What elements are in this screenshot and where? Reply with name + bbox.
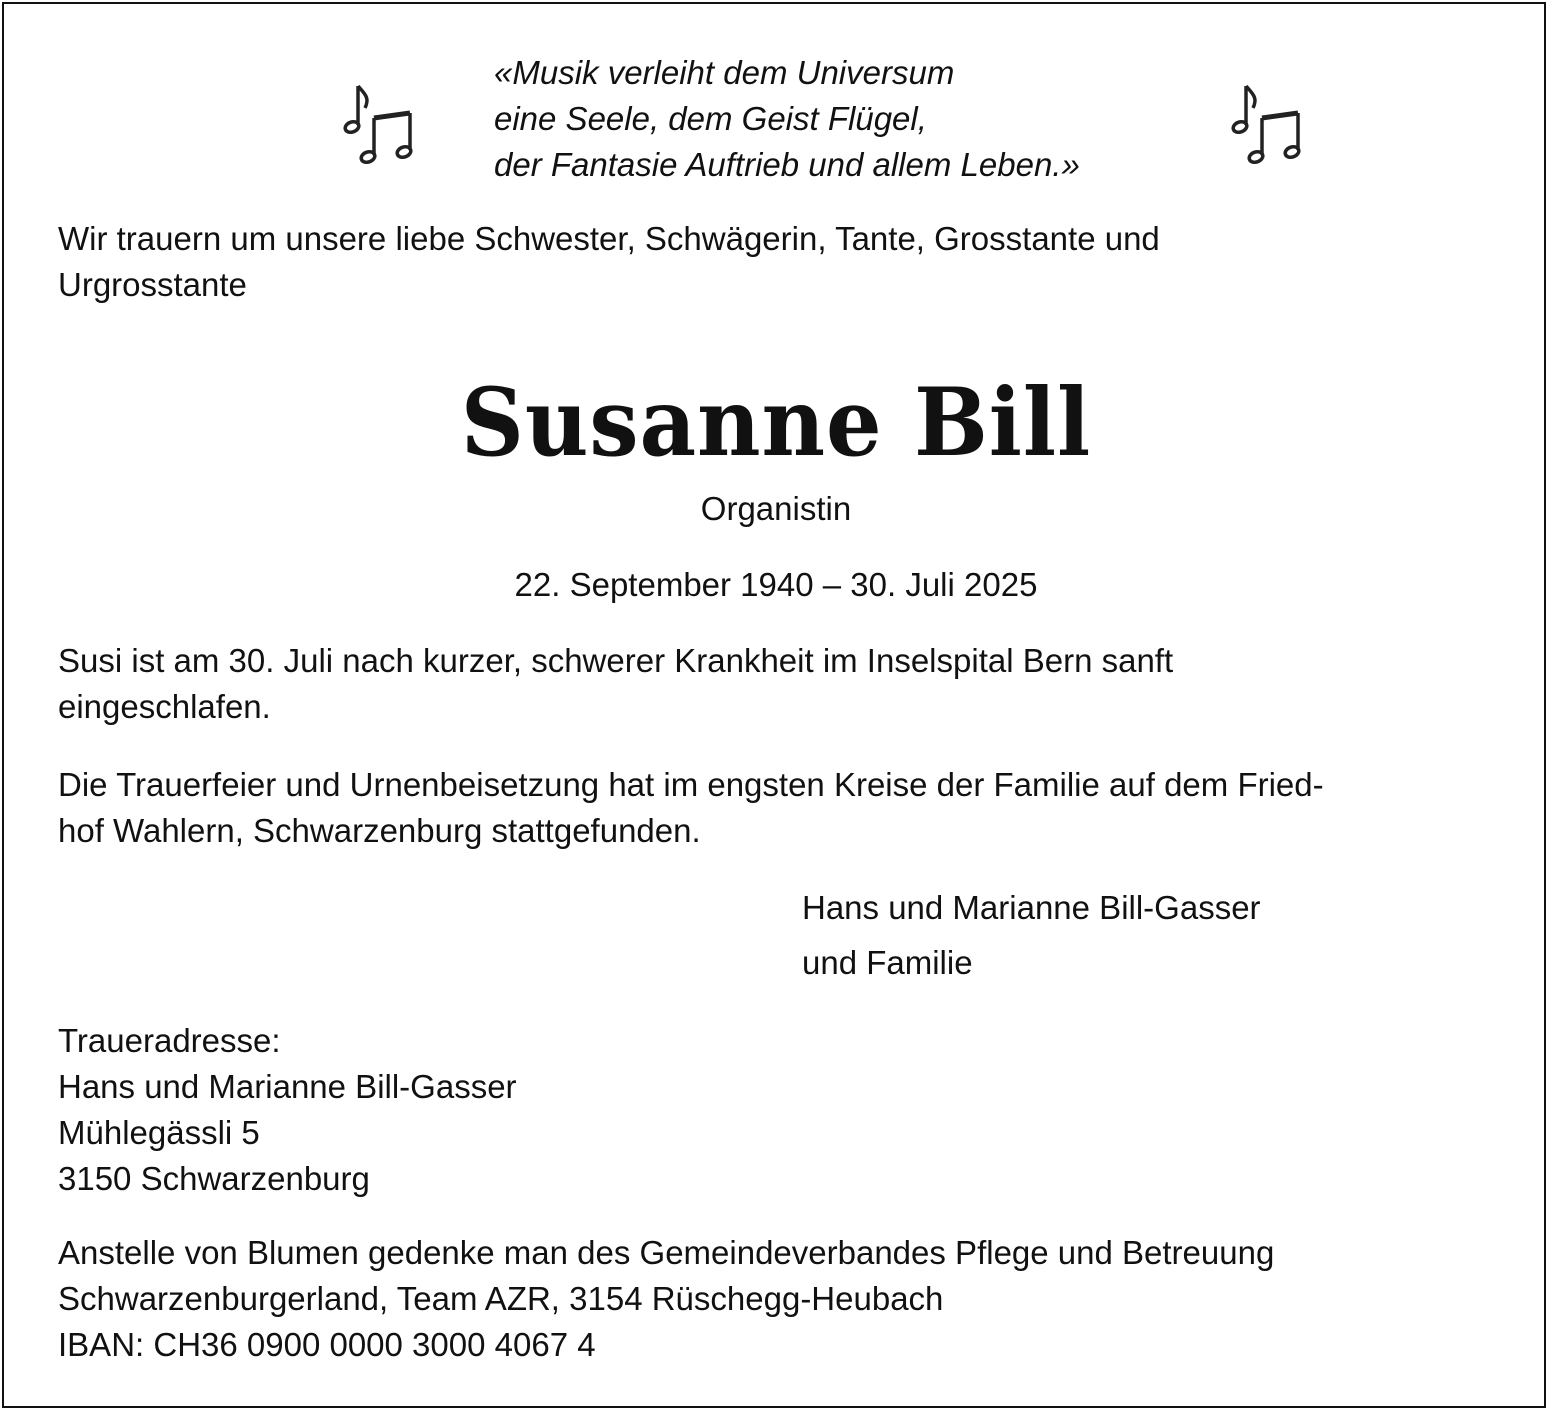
address-label: Traueradresse:: [58, 1022, 281, 1059]
music-notes-icon: [338, 82, 418, 172]
address-city: 3150 Schwarzenburg: [58, 1160, 370, 1197]
paragraph-line: Die Trauerfeier und Urnenbeisetzung hat im engsten Kreise der Familie auf dem Fried-: [58, 766, 1324, 803]
paragraph-line: eingeschlafen.: [58, 688, 271, 725]
funeral-paragraph: [58, 762, 1324, 854]
life-dates: 22. September 1940 – 30. Juli 2025: [514, 566, 1038, 603]
donation-info: [58, 1230, 1274, 1368]
quote-line: «Musik verleiht dem Universum: [494, 54, 955, 91]
music-notes-icon: [1226, 82, 1306, 172]
iban-line: IBAN: CH36 0900 0000 3000 4067 4: [58, 1326, 596, 1363]
signature-family: und Familie: [802, 944, 973, 981]
paragraph-line: hof Wahlern, Schwarzenburg stattgefunden.: [58, 812, 701, 849]
signature-names: Hans und Marianne Bill-Gasser: [802, 889, 1261, 926]
passing-paragraph: [58, 638, 1173, 730]
quote-line: der Fantasie Auftrieb und allem Leben.»: [494, 146, 1080, 183]
donation-line: Anstelle von Blumen gedenke man des Gemeindeverbandes Pflege und Betreuung: [58, 1234, 1275, 1271]
donation-line: Schwarzenburgerland, Team AZR, 3154 Rüschegg-Heubach: [58, 1280, 944, 1317]
deceased-name: Susanne Bill: [460, 368, 1092, 478]
deceased-role: Organistin: [700, 490, 852, 527]
intro-line: Wir trauern um unsere liebe Schwester, Schwägerin, Tante, Grosstante und: [58, 220, 1160, 257]
address-street: Mühlegässli 5: [58, 1114, 260, 1151]
paragraph-line: Susi ist am 30. Juli nach kurzer, schwerer Krankheit im Inselspital Bern sanft: [58, 642, 1174, 679]
intro-text: [58, 216, 1160, 308]
intro-line: Urgrosstante: [58, 266, 247, 303]
address-name: Hans und Marianne Bill-Gasser: [58, 1068, 517, 1105]
mourning-address: [58, 1018, 517, 1202]
quote-line: eine Seele, dem Geist Flügel,: [494, 100, 927, 137]
quote: [494, 50, 1080, 188]
